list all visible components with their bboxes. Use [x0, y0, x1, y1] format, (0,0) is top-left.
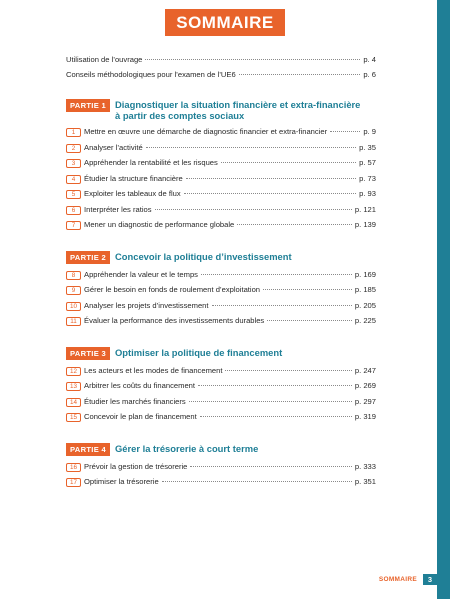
chapter-number: 7: [66, 221, 81, 230]
chapter-page: p. 225: [354, 316, 376, 325]
chapter-number: 10: [66, 302, 81, 311]
chapter-number: 17: [66, 478, 81, 487]
chapter-entry[interactable]: [66, 285, 376, 301]
chapter-number: 2: [66, 144, 81, 153]
chapter-page: p. 205: [354, 300, 376, 310]
chapter-entry[interactable]: [66, 189, 376, 205]
part-header: [66, 347, 376, 360]
chapter-label: Mettre en œuvre une démarche de diagnostic financier et extra-financier: [84, 127, 328, 136]
dot-leader: [330, 131, 360, 132]
dot-leader: [263, 289, 352, 290]
chapter-page: p. 35: [359, 142, 376, 152]
chapter-entry[interactable]: [66, 143, 376, 159]
dot-leader: [200, 416, 352, 417]
chapter-page: p. 139: [354, 220, 376, 229]
dot-leader: [190, 466, 351, 467]
chapter-page: p. 297: [354, 396, 376, 406]
toc-entry-page: p. 6: [363, 70, 376, 79]
chapter-entry[interactable]: [66, 477, 376, 493]
chapter-number: 13: [66, 382, 81, 391]
toc-entry[interactable]: [66, 55, 376, 70]
chapter-page: p. 57: [359, 158, 376, 167]
chapter-label: Analyser l’activité: [84, 142, 143, 152]
dot-leader: [186, 178, 356, 179]
chapter-entry[interactable]: [66, 220, 376, 236]
chapter-entry[interactable]: [66, 316, 376, 332]
part-1: [66, 99, 376, 236]
dot-leader: [212, 305, 352, 306]
part-4: [66, 443, 376, 493]
chapter-label: Appréhender la valeur et le temps: [84, 269, 198, 279]
dot-leader: [237, 224, 352, 225]
chapter-page: p. 333: [354, 461, 376, 471]
chapter-page: p. 319: [354, 412, 376, 421]
part-tag: PARTIE 2: [66, 251, 110, 264]
chapter-number: 1: [66, 128, 81, 137]
toc-entry-label: Conseils méthodologiques pour l’examen de l’UE6: [66, 70, 236, 79]
dot-leader: [155, 209, 352, 210]
toc-entry-page: p. 4: [363, 55, 376, 64]
chapter-page: p. 247: [354, 365, 376, 375]
chapter-entry[interactable]: [66, 127, 376, 143]
dot-leader: [145, 59, 360, 60]
chapter-page: p. 269: [354, 381, 376, 390]
chapter-number: 16: [66, 463, 81, 472]
right-edge-bar: [437, 0, 450, 599]
toc: [66, 55, 376, 508]
chapter-number: 5: [66, 190, 81, 199]
part-tag: PARTIE 4: [66, 443, 110, 456]
part-title[interactable]: Gérer la trésorerie à court terme: [115, 442, 259, 454]
part-title[interactable]: Optimiser la politique de financement: [115, 346, 283, 358]
chapter-entry[interactable]: [66, 381, 376, 397]
chapter-label: Appréhender la rentabilité et les risques: [84, 158, 218, 167]
dot-leader: [225, 370, 351, 371]
toc-intro: [66, 55, 376, 85]
chapter-entry[interactable]: [66, 462, 376, 478]
chapter-number: 12: [66, 367, 81, 376]
chapter-page: p. 121: [354, 204, 376, 214]
dot-leader: [198, 385, 352, 386]
dot-leader: [239, 74, 361, 75]
chapter-page: p. 185: [354, 285, 376, 294]
chapter-label: Évaluer la performance des investissements durables: [84, 316, 265, 325]
dot-leader: [201, 274, 352, 275]
toc-entry-label: Utilisation de l’ouvrage: [66, 55, 143, 64]
part-header: [66, 251, 376, 264]
chapter-label: Analyser les projets d’investissement: [84, 300, 209, 310]
chapter-number: 4: [66, 175, 81, 184]
part-header: [66, 99, 376, 121]
footer-label: SOMMAIRE: [378, 576, 417, 583]
footer-page-number: 3: [423, 574, 437, 585]
page-title: SOMMAIRE: [165, 9, 285, 36]
chapter-label: Optimiser la trésorerie: [84, 477, 159, 486]
chapter-number: 8: [66, 271, 81, 280]
chapter-number: 3: [66, 159, 81, 168]
chapter-label: Gérer le besoin en fonds de roulement d’exploitation: [84, 285, 261, 294]
part-title[interactable]: Concevoir la politique d’investissement: [115, 250, 292, 262]
chapter-number: 9: [66, 286, 81, 295]
chapter-entry[interactable]: [66, 205, 376, 221]
chapter-number: 15: [66, 413, 81, 422]
chapter-label: Étudier les marchés financiers: [84, 396, 186, 406]
dot-leader: [189, 401, 352, 402]
dot-leader: [162, 481, 352, 482]
chapter-label: Arbitrer les coûts du financement: [84, 381, 196, 390]
dot-leader: [267, 320, 352, 321]
chapter-number: 6: [66, 206, 81, 215]
chapter-entry[interactable]: [66, 301, 376, 317]
chapter-label: Concevoir le plan de financement: [84, 412, 197, 421]
part-title[interactable]: Diagnostiquer la situation financière et extra-financière à partir des comptes sociaux: [115, 99, 361, 121]
title-wrap: [0, 9, 450, 36]
chapter-page: p. 351: [354, 477, 376, 486]
chapter-page: p. 93: [359, 189, 376, 198]
chapter-entry[interactable]: [66, 366, 376, 382]
page-footer: [379, 574, 437, 585]
chapter-page: p. 169: [354, 269, 376, 279]
part-2: [66, 251, 376, 332]
chapter-entry[interactable]: [66, 270, 376, 286]
chapter-label: Prévoir la gestion de trésorerie: [84, 461, 188, 471]
chapter-label: Mener un diagnostic de performance globale: [84, 220, 235, 229]
chapter-entry[interactable]: [66, 174, 376, 190]
part-3: [66, 347, 376, 428]
chapter-entry[interactable]: [66, 158, 376, 174]
chapter-entry[interactable]: [66, 397, 376, 413]
chapter-page: p. 9: [363, 127, 376, 136]
chapter-number: 11: [66, 317, 81, 326]
chapter-number: 14: [66, 398, 81, 407]
toc-entry[interactable]: [66, 70, 376, 85]
part-tag: PARTIE 1: [66, 99, 110, 112]
dot-leader: [184, 193, 356, 194]
chapter-label: Les acteurs et les modes de financement: [84, 365, 223, 375]
chapter-page: p. 73: [359, 173, 376, 183]
chapter-label: Exploiter les tableaux de flux: [84, 189, 181, 198]
chapter-label: Interpréter les ratios: [84, 204, 152, 214]
part-tag: PARTIE 3: [66, 347, 110, 360]
dot-leader: [146, 147, 356, 148]
part-header: [66, 443, 376, 456]
dot-leader: [221, 162, 356, 163]
chapter-entry[interactable]: [66, 412, 376, 428]
chapter-label: Étudier la structure financière: [84, 173, 183, 183]
